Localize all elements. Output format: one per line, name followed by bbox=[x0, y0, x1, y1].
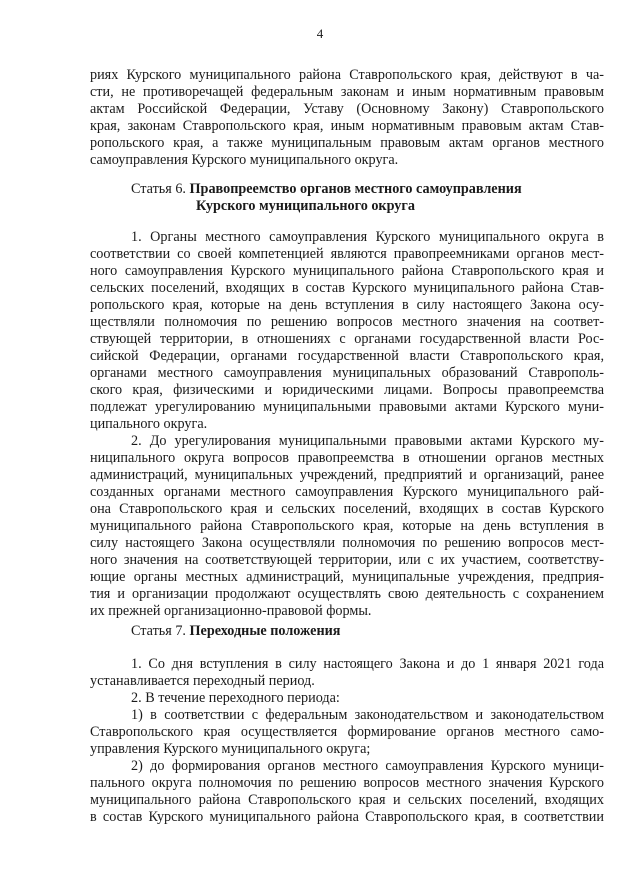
article-6-heading-cont bbox=[196, 198, 640, 215]
a6-p2-line: ниципального округа вопросов правопреемства в отношении органов местных bbox=[90, 450, 604, 466]
a7-s1-line: управления Курского муниципального округа; bbox=[90, 741, 371, 757]
a6-p1-line: сийской Федерации, органами государственной власти Ставропольского края, bbox=[90, 348, 604, 364]
intro-line: риях Курского муниципального района Ставропольского края, действуют в ча- bbox=[90, 67, 604, 83]
intro-line: края, законам Ставропольского края, иным нормативным правовым актам Став- bbox=[90, 118, 604, 134]
a6-p2-line: ющие органы местных администраций, муниципальные учреждения, предприя- bbox=[90, 569, 604, 585]
article-7-label: Статья 7. bbox=[131, 623, 186, 639]
a7-s2-line: 2) до формирования органов местного самоуправления Курского муници- bbox=[131, 758, 604, 774]
a6-p1-line: подлежат урегулированию муниципальными правовыми актами Курского муни- bbox=[90, 399, 604, 415]
article-6-heading bbox=[131, 181, 640, 198]
a6-p2-line: созданных органами местного самоуправления Курского муниципального рай- bbox=[90, 484, 604, 500]
a6-p1-line: органами местного самоуправления муниципальных образований Ставрополь- bbox=[90, 365, 604, 381]
a6-p1-line: 1. Органы местного самоуправления Курского муниципального округа в bbox=[131, 229, 604, 245]
a7-s1-line: 1) в соответствии с федеральным законодательством и законодательством bbox=[131, 707, 604, 723]
a7-s2-line: пального округа полномочия по решению вопросов местного значения Курского bbox=[90, 775, 604, 791]
a7-s1-line: Ставропольского края осуществляется формирование органов местного само- bbox=[90, 724, 604, 740]
a7-s2-line: муниципального района Ставропольского края и сельских поселений, входящих bbox=[90, 792, 604, 808]
a6-p2-line: 2. До урегулирования муниципальными правовыми актами Курского му- bbox=[131, 433, 604, 449]
a6-p1-line: соответствии со своей компетенцией являются правопреемниками органов мест- bbox=[90, 246, 604, 262]
a6-p2-line: ного значения на соответствующей территории, или с их участием, соответству- bbox=[90, 552, 604, 568]
article-7-title: Переходные положения bbox=[189, 623, 341, 639]
article-6-title: Правопреемство органов местного самоуправления bbox=[189, 181, 522, 197]
a6-p2-line: тия и организации продолжают осуществлять свою деятельность с сохранением bbox=[90, 586, 604, 602]
a6-p1-line: ного самоуправления Курского муниципального района Ставропольского края и bbox=[90, 263, 604, 279]
a6-p1-line: ществляли полномочия по решению вопросов местного значения на соответ- bbox=[90, 314, 604, 330]
a6-p2-line: силу настоящего Закона осуществляли полномочия по решению вопросов мест- bbox=[90, 535, 604, 551]
intro-line: ропольского края, а также муниципальным правовым актам органов местного bbox=[90, 135, 604, 151]
article-6-label: Статья 6. bbox=[131, 181, 186, 197]
a6-p1-line: ропольского края, которые на день вступления в силу настоящего Закона осу- bbox=[90, 297, 604, 313]
a7-p1-line: 1. Со дня вступления в силу настоящего Закона и до 1 января 2021 года bbox=[131, 656, 604, 672]
a6-p2-line: она Ставропольского края и сельских поселений, входящих в состав Курского bbox=[90, 501, 604, 517]
a6-p2-line: администраций, муниципальных учреждений, предприятий и организаций, ранее bbox=[90, 467, 604, 483]
a7-p1-line: устанавливается переходный период. bbox=[90, 673, 315, 689]
article-6-title-cont: Курского муниципального округа bbox=[196, 198, 415, 214]
intro-line: актам Российской Федерации, Уставу (Основному Закону) Ставропольского bbox=[90, 101, 604, 117]
a6-p1-line: ципального округа. bbox=[90, 416, 208, 432]
intro-line: сти, не противоречащей федеральным законам и иным нормативным правовым bbox=[90, 84, 604, 100]
a6-p1-line: ского края, физическими и юридическими лицами. Вопросы правопреемства bbox=[90, 382, 604, 398]
article-7-heading bbox=[131, 623, 640, 640]
a6-p2-line: муниципального района Ставропольского края, которые на день вступления в bbox=[90, 518, 604, 534]
intro-line: самоуправления Курского муниципального округа. bbox=[90, 152, 399, 168]
a6-p2-line: их прежней организационно-правовой формы. bbox=[90, 603, 372, 619]
a7-s2-line: в состав Курского муниципального района Ставропольского края, в соответствии bbox=[90, 809, 604, 825]
a6-p1-line: сельских поселений, входящих в состав Курского муниципального района Став- bbox=[90, 280, 604, 296]
a6-p1-line: ствующей территории, в отношениях с органами государственной власти Рос- bbox=[90, 331, 604, 347]
page-number: 4 bbox=[316, 26, 324, 41]
a7-p2-line: 2. В течение переходного периода: bbox=[131, 690, 340, 706]
